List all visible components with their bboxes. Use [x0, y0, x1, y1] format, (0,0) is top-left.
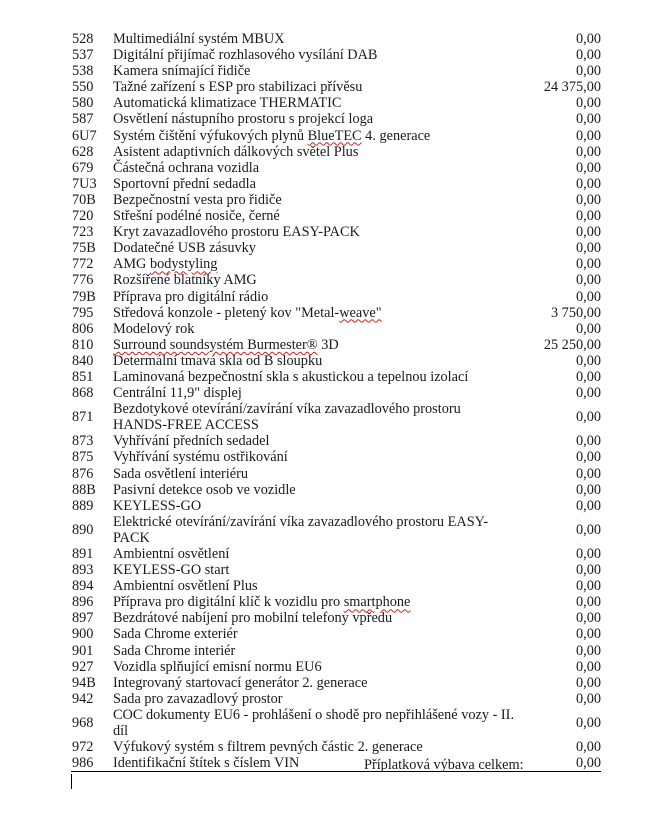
item-description: Elektrické otevírání/zavírání víka zavazadlového prostoru EASY-PACK	[113, 513, 489, 546]
item-price: 0,00	[575, 739, 601, 756]
item-description: Sada osvětlení interiéru	[113, 465, 248, 482]
item-code: 871	[72, 409, 94, 426]
item-description: Sada Chrome exteriér	[113, 626, 238, 643]
item-code: 528	[72, 31, 94, 47]
item-price: 0,00	[575, 288, 601, 305]
item-code: 587	[72, 111, 94, 128]
item-description: Identifikační štítek s číslem VIN	[113, 755, 518, 772]
table-row	[71, 466, 601, 482]
item-code: 942	[72, 690, 94, 707]
item-price: 24 375,00	[543, 79, 601, 96]
item-description: KEYLESS-GO start	[113, 562, 230, 579]
item-description: Výfukový systém s filtrem pevných částic 2. generace	[113, 739, 423, 756]
item-price: 0,00	[575, 63, 601, 80]
table-row	[71, 482, 601, 498]
item-code: 88B	[72, 481, 96, 498]
item-description: Determální tmavá skla od B sloupku	[113, 352, 323, 369]
item-price: 0,00	[575, 594, 601, 611]
item-code: 75B	[72, 240, 96, 257]
item-price: 0,00	[575, 674, 601, 691]
table-row	[71, 111, 601, 127]
item-price: 0,00	[575, 127, 601, 144]
item-price: 0,00	[575, 521, 601, 538]
item-price: 0,00	[575, 159, 601, 176]
item-code: 776	[72, 272, 94, 289]
item-code: 537	[72, 47, 94, 64]
table-row	[71, 385, 601, 401]
table-row	[71, 691, 601, 707]
item-code: 795	[72, 304, 94, 321]
table-row	[71, 95, 601, 111]
item-code: 628	[72, 143, 94, 160]
text-cursor[interactable]	[71, 774, 72, 789]
item-code: 968	[72, 714, 94, 731]
table-row	[71, 192, 601, 208]
item-price: 0,00	[575, 578, 601, 595]
table-row	[71, 272, 601, 288]
table-row	[71, 449, 601, 465]
item-price: 3 750,00	[550, 304, 601, 321]
table-row	[71, 63, 601, 79]
item-code: 772	[72, 256, 94, 273]
item-code: 720	[72, 208, 94, 225]
item-price: 0,00	[575, 562, 601, 579]
spellcheck-underline[interactable]: weave"	[339, 304, 382, 321]
item-description: Ambientní osvětlení Plus	[113, 578, 258, 595]
item-description: Bezdrátové nabíjení pro mobilní telefony vpředu	[113, 610, 393, 627]
item-description: Asistent adaptivních dálkových světel Plus	[113, 143, 359, 160]
item-code: 868	[72, 385, 94, 402]
item-description: Ambientní osvětlení	[113, 546, 230, 562]
item-price: 0,00	[575, 546, 601, 562]
item-description: Digitální přijímač rozhlasového vysílání DAB	[113, 47, 378, 64]
table-row	[71, 128, 601, 144]
item-description: Sportovní přední sedadla	[113, 175, 256, 192]
table-row	[71, 578, 601, 594]
table-row	[71, 498, 601, 514]
item-price: 25 250,00	[543, 336, 601, 353]
item-code: 896	[72, 594, 94, 611]
spellcheck-underline[interactable]: smartphone	[343, 594, 411, 611]
item-description: Centrální 11,9" displej	[113, 385, 242, 402]
item-description: Surround soundsystém Burmester® 3D	[113, 336, 339, 353]
item-price: 0,00	[575, 224, 601, 241]
item-code: 679	[72, 159, 94, 176]
item-description: Pasivní detekce osob ve vozidle	[113, 481, 296, 498]
table-row	[71, 610, 601, 626]
item-code: 7U3	[72, 175, 97, 192]
item-description: Multimediální systém MBUX	[113, 31, 285, 47]
table-row	[71, 659, 601, 675]
item-price: 0,00	[575, 642, 601, 659]
item-description: Bezdotykové otevírání/zavírání víka zavazadlového prostoru HANDS-FREE ACCESS	[113, 401, 461, 434]
item-price: 0,00	[575, 143, 601, 160]
item-description: Příprava pro digitální klíč k vozidlu pro smartphone	[113, 594, 411, 611]
item-price: 0,00	[575, 481, 601, 498]
item-code: 723	[72, 224, 94, 241]
item-description: Dodatečné USB zásuvky	[113, 240, 256, 257]
item-code: 986	[71, 755, 113, 772]
item-price: 0,00	[575, 47, 601, 64]
table-row	[71, 337, 601, 353]
table-row	[71, 546, 601, 562]
item-code: 875	[72, 449, 94, 466]
item-description: Střešní podélné nosiče, černé	[113, 208, 280, 225]
equipment-table	[71, 31, 601, 772]
item-price: 0,00	[575, 626, 601, 643]
item-code: 927	[72, 658, 94, 675]
table-row	[71, 160, 601, 176]
item-price: 0,00	[575, 191, 601, 208]
item-description: Sada pro zavazadlový prostor	[113, 690, 283, 707]
item-price: 0,00	[575, 240, 601, 257]
item-code: 94B	[72, 674, 96, 691]
item-price: 0,00	[575, 610, 601, 627]
item-price: 0,00	[575, 111, 601, 128]
item-price: 0,00	[575, 714, 601, 731]
item-description: Systém čištění výfukových plynů BlueTEC 4. generace	[113, 127, 431, 144]
item-description: Kamera snímající řidiče	[113, 63, 251, 80]
item-price: 0,00	[575, 385, 601, 402]
item-code: 873	[72, 433, 94, 450]
item-description: Sada Chrome interiér	[113, 642, 236, 659]
item-description: Osvětlení nástupního prostoru s projekcí loga	[113, 111, 374, 128]
table-row	[71, 562, 601, 578]
item-description: Příprava pro digitální rádio	[113, 288, 269, 305]
item-code: 6U7	[72, 127, 97, 144]
item-price: 0,00	[575, 175, 601, 192]
table-row	[71, 305, 601, 321]
item-description: Rozšířené blatníky AMG	[113, 272, 257, 289]
item-code: 972	[72, 739, 94, 756]
item-code: 894	[72, 578, 94, 595]
item-description: Tažné zařízení s ESP pro stabilizaci přívěsu	[113, 79, 363, 96]
table-row	[71, 289, 601, 305]
item-price: 0,00	[575, 409, 601, 426]
item-description: Středová konzole - pletený kov "Metal-weave"	[113, 304, 382, 321]
item-description: Vozidla splňující emisní normu EU6	[113, 658, 322, 675]
total-label: Příplatková výbava celkem:	[364, 757, 524, 773]
item-price: 0,00	[575, 272, 601, 289]
item-code: 900	[72, 626, 94, 643]
item-code: 580	[72, 95, 94, 112]
table-row	[71, 401, 601, 433]
item-code: 538	[72, 63, 94, 80]
item-description: Částečná ochrana vozidla	[113, 159, 260, 176]
item-price: 0,00	[575, 208, 601, 225]
table-row	[71, 176, 601, 192]
item-description: Integrovaný startovací generátor 2. generace	[113, 674, 368, 691]
item-price: 0,00	[575, 256, 601, 273]
item-price: 0,00	[575, 95, 601, 112]
table-row	[71, 626, 601, 642]
item-description: KEYLESS-GO	[113, 497, 202, 514]
table-row	[71, 144, 601, 160]
document-page	[71, 31, 601, 772]
item-description: Kryt zavazadlového prostoru EASY-PACK	[113, 224, 360, 241]
item-description: COC dokumenty EU6 - prohlášení o shodě pro nepřihlášené vozy - II. díl	[113, 706, 515, 740]
item-code: 893	[72, 562, 94, 579]
item-description: Bezpečnostní vesta pro řidiče	[113, 191, 282, 208]
spellcheck-underline[interactable]: Surround soundsystém Burmester®	[113, 336, 318, 353]
item-price: 0,00	[575, 352, 601, 369]
item-code: 840	[72, 352, 94, 369]
table-row	[71, 47, 601, 63]
spellcheck-underline[interactable]: bodystyling	[149, 256, 218, 273]
item-code: 889	[72, 497, 94, 514]
table-row	[71, 594, 601, 610]
item-code: 901	[72, 642, 94, 659]
item-description: Vyhřívání předních sedadel	[113, 433, 270, 450]
item-price: 0,00	[575, 465, 601, 482]
item-code: 550	[72, 79, 94, 96]
item-code: 70B	[72, 191, 96, 208]
item-price: 0,00	[575, 368, 601, 385]
item-code: 806	[72, 320, 94, 337]
item-code: 810	[72, 336, 94, 353]
table-row	[71, 514, 601, 546]
table-row	[71, 353, 601, 369]
table-row	[71, 224, 601, 240]
item-price: 0,00	[575, 658, 601, 675]
item-price: 0,00	[518, 755, 601, 772]
item-description: Automatická klimatizace THERMATIC	[113, 95, 342, 112]
table-row	[71, 675, 601, 691]
item-price: 0,00	[575, 690, 601, 707]
table-row	[71, 256, 601, 272]
item-price: 0,00	[575, 320, 601, 337]
item-code: 851	[72, 368, 94, 385]
table-row	[71, 321, 601, 337]
table-row	[71, 208, 601, 224]
item-description: AMG bodystyling	[113, 256, 218, 273]
item-code: 79B	[72, 288, 96, 305]
item-price: 0,00	[575, 31, 601, 47]
table-row	[71, 79, 601, 95]
item-price: 0,00	[575, 497, 601, 514]
item-price: 0,00	[575, 449, 601, 466]
table-row	[71, 433, 601, 449]
item-price: 0,00	[575, 433, 601, 450]
item-description: Vyhřívání systému ostřikování	[113, 449, 288, 466]
item-code: 897	[72, 610, 94, 627]
item-description: Modelový rok	[113, 320, 195, 337]
table-row	[71, 739, 601, 755]
table-row	[71, 707, 601, 739]
table-row	[71, 31, 601, 47]
item-description: Laminovaná bezpečnostní skla s akustickou a tepelnou izolací	[113, 368, 469, 385]
table-row	[71, 369, 601, 385]
item-code: 891	[72, 546, 94, 562]
spellcheck-underline[interactable]: BlueTEC	[307, 127, 362, 144]
table-row	[71, 240, 601, 256]
item-code: 876	[72, 465, 94, 482]
item-code: 890	[72, 521, 94, 538]
table-row	[71, 643, 601, 659]
